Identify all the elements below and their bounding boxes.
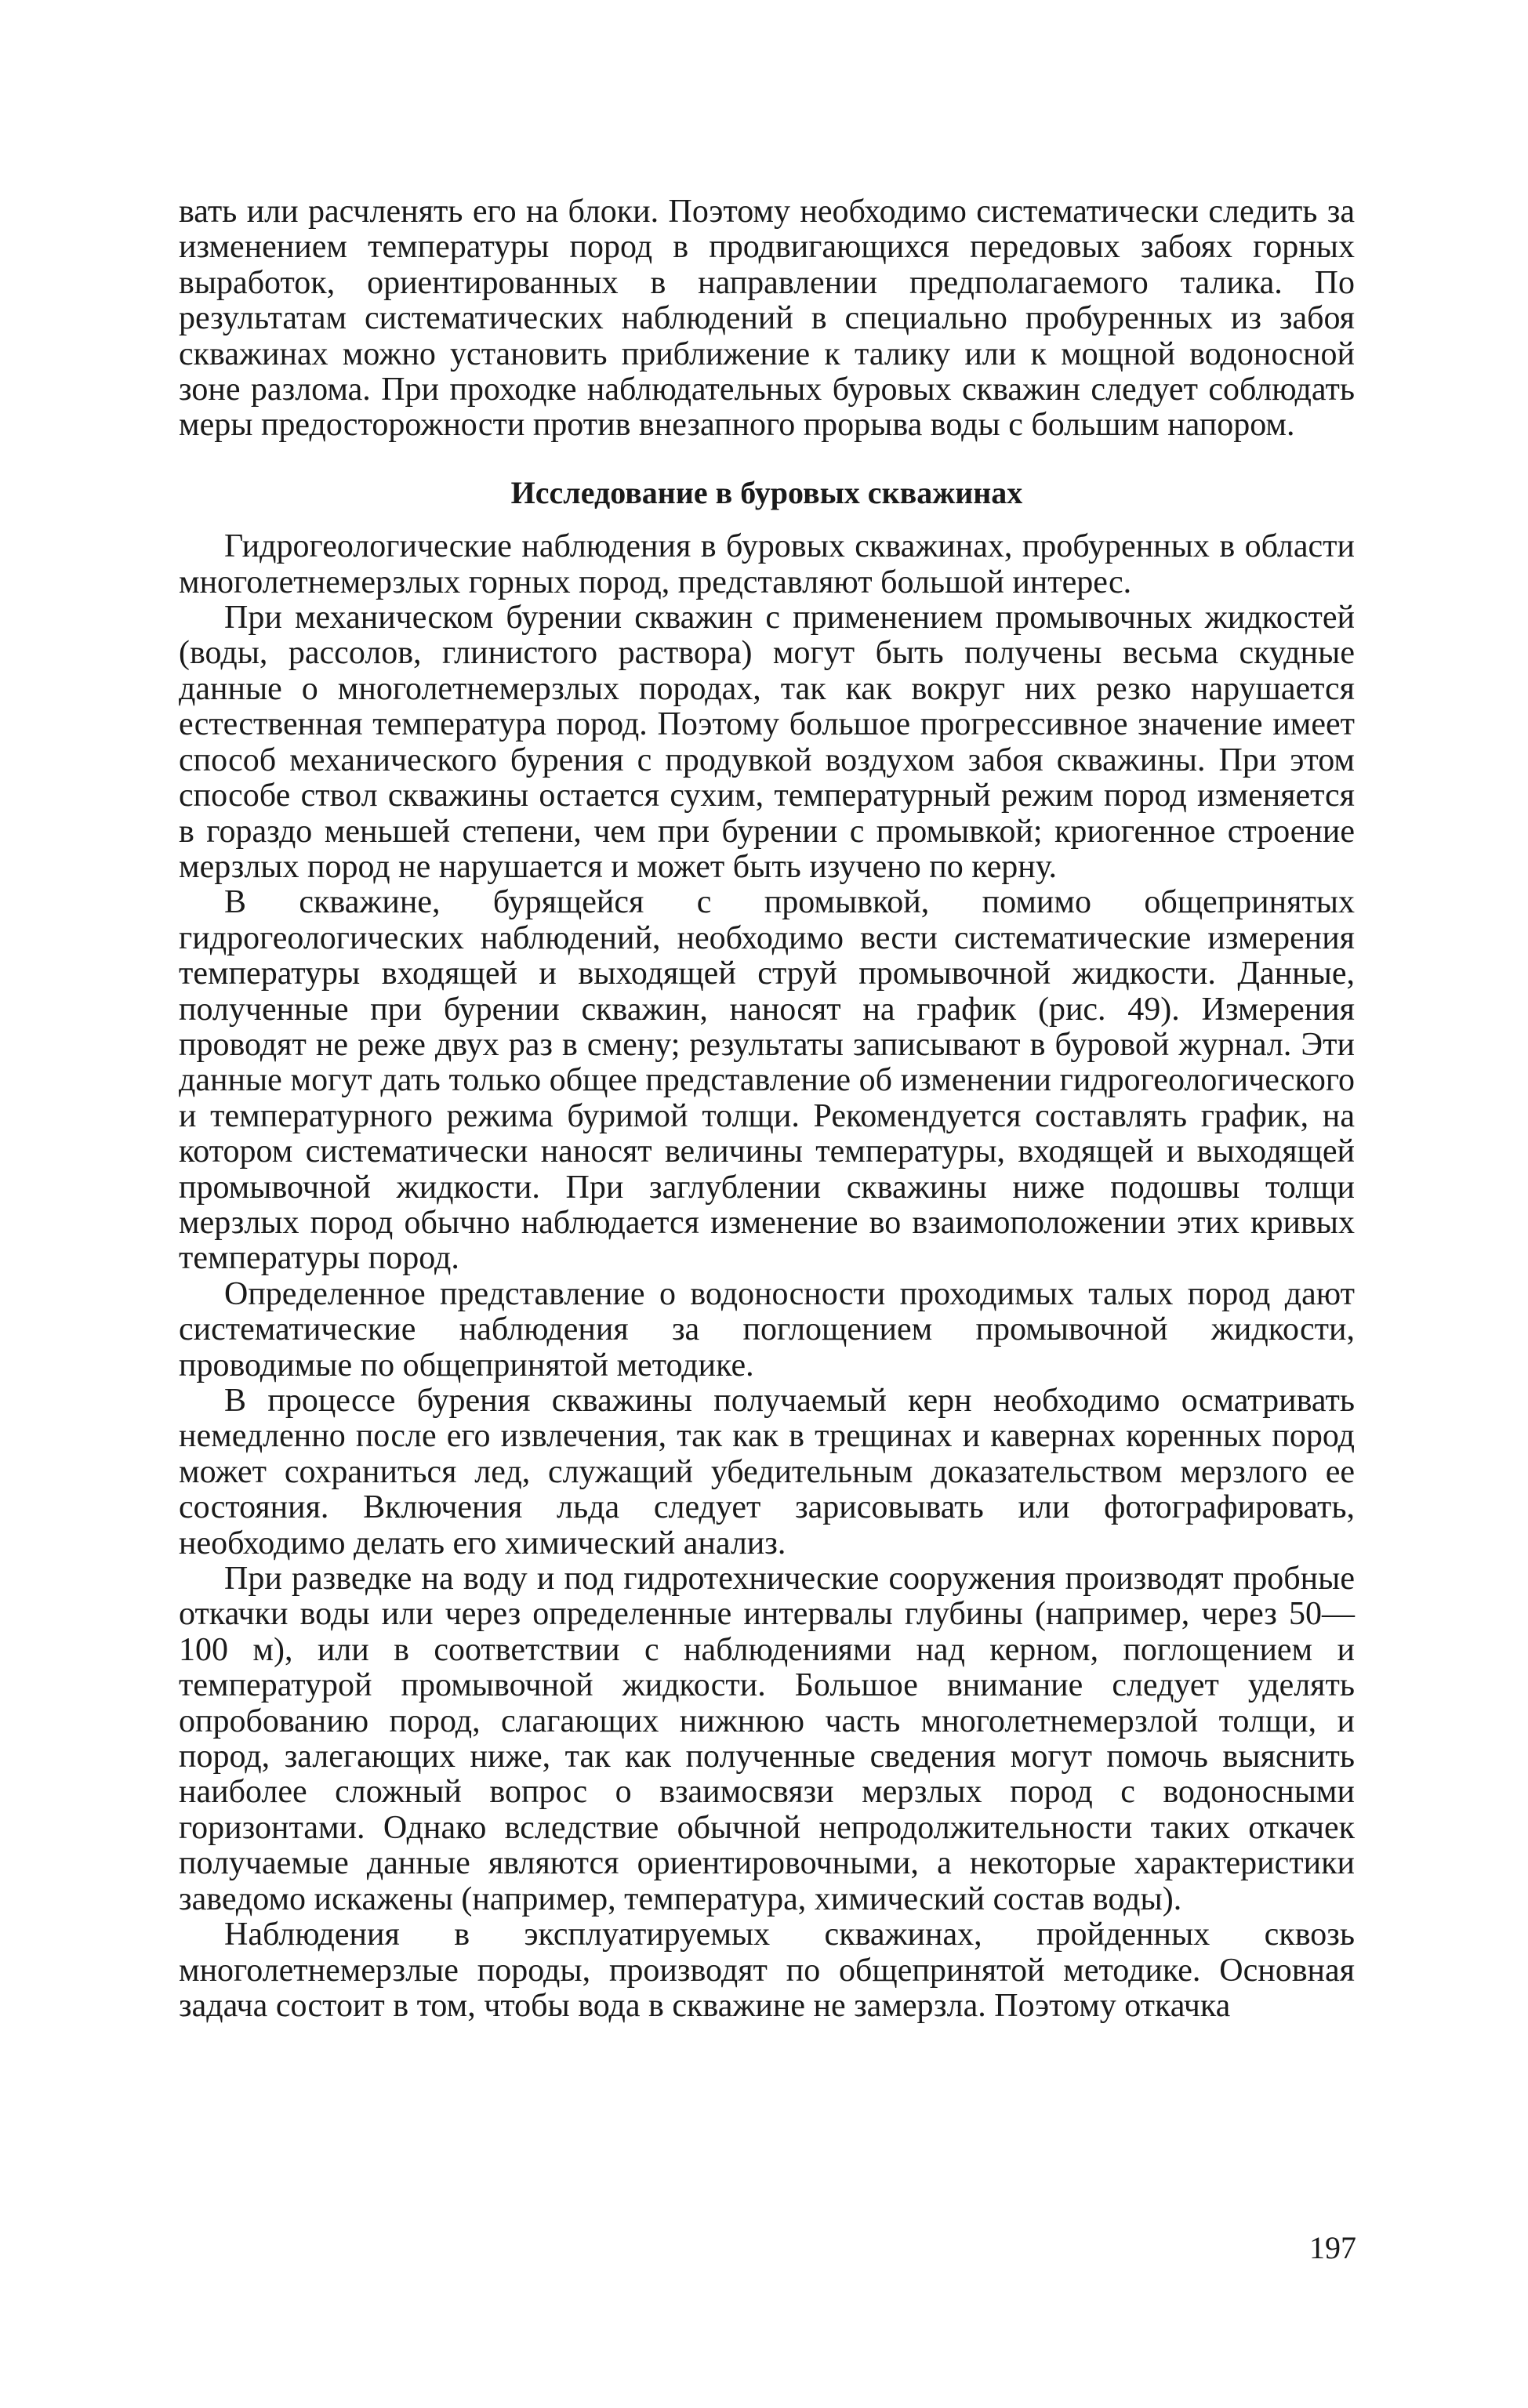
intro-paragraph: вать или расчленять его на блоки. Поэтому необходимо систематически следить за изменением температуры пород в продвигающихся передовых забоях горных выработок, ориентированных в направлении предполагаемого талика. По результатам систематических наблюдений в специально пробуренных из забоя скважинах можно установить приближение к талику или к мощной водоносной зоне разлома. При проходке наблюдательных буровых скважин следует соблюдать меры предосторожности против внезапного прорыва воды с большим напором. xyxy=(179,194,1355,444)
paragraph-3: В скважине, бурящейся с промывкой, помимо общепринятых гидрогеологических наблюдений, необходимо вести систематические измерения температуры входящей и выходящей струй промывочной жидкости. Данные, полученные при бурении скважин, наносят на график (рис. 49). Измерения проводят не реже двух раз в смену; результаты записывают в буровой журнал. Эти данные могут дать только общее представление об изменении гидрогеологического и температурного режима буримой толщи. Рекомендуется составлять график, на котором систематически наносят величины температуры, входящей и выходящей промывочной жидкости. При заглублении скважины ниже подошвы толщи мерзлых пород обычно наблюдается изменение во взаимоположении этих кривых температуры пород. xyxy=(179,884,1355,1277)
paragraph-6: При разведке на воду и под гидротехнические сооружения производят пробные откачки воды или через определенные интервалы глубины (например, через 50—100 м), или в соответствии с наблюдениями над керном, поглощением и температурой промывочной жидкости. Большое внимание следует уделять опробованию пород, слагающих нижнюю часть многолетнемерзлой толщи, и пород, залегающих ниже, так как полученные сведения могут помочь выяснить наиболее сложный вопрос о взаимосвязи мерзлых пород с водоносными горизонтами. Однако вследствие обычной непродолжительности таких откачек получаемые данные являются ориентировочными, а некоторые характеристики заведомо искажены (например, температура, химический состав воды). xyxy=(179,1561,1355,1917)
paragraph-2: При механическом бурении скважин с применением промывочных жидкостей (воды, рассолов, глинистого раствора) могут быть получены весьма скудные данные о многолетнемерзлых породах, так как вокруг них резко нарушается естественная температура пород. Поэтому большое прогрессивное значение имеет способ механического бурения с продувкой воздухом забоя скважины. При этом способе ствол скважины остается сухим, температурный режим пород изменяется в гораздо меньшей степени, чем при бурении с промывкой; криогенное строение мерзлых пород не нарушается и может быть изучено по керну. xyxy=(179,600,1355,885)
paragraph-4: Определенное представление о водоносности проходимых талых пород дают систематические наблюдения за поглощением промывочной жидкости, проводимые по общепринятой методике. xyxy=(179,1275,1355,1384)
page-body xyxy=(179,194,1355,2024)
section-heading: Исследование в буровых скважинах xyxy=(510,474,1023,510)
paragraph-7: Наблюдения в эксплуатируемых скважинах, пройденных сквозь многолетнемерзлые породы, производят по общепринятой методике. Основная задача состоит в том, чтобы вода в скважине не замерзла. Поэтому откачка xyxy=(179,1917,1355,2024)
paragraph-5: В процессе бурения скважины получаемый керн необходимо осматривать немедленно после его извлечения, так как в трещинах и кавернах коренных пород может сохраниться лед, служащий убедительным доказательством мерзлого ее состояния. Включения льда следует зарисовывать или фотографировать, необходимо делать его химический анализ. xyxy=(179,1383,1355,1561)
page-number: 197 xyxy=(1309,2230,1356,2265)
paragraph-1: Гидрогеологические наблюдения в буровых скважинах, пробуренных в области многолетнемерзлых горных пород, представляют большой интерес. xyxy=(179,528,1355,600)
